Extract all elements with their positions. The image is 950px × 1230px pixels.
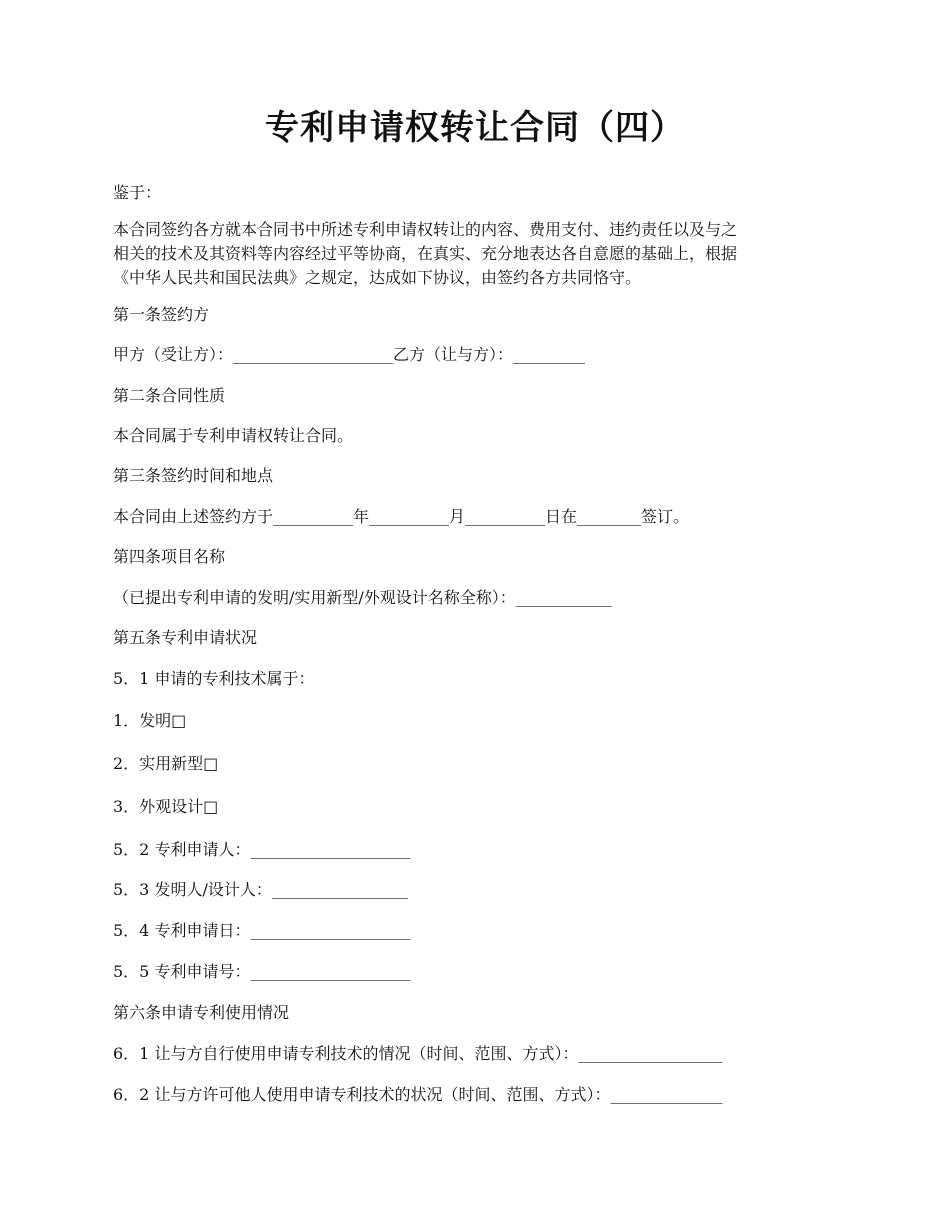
whereas-label: 鉴于： [113, 183, 162, 202]
article-4-heading: 第四条项目名称 [113, 547, 226, 566]
article-3-heading: 第三条签约时间和地点 [113, 466, 274, 485]
article-6-heading: 第六条申请专利使用情况 [113, 1003, 290, 1022]
article-6-2: 6．2 让与方许可他人使用申请专利技术的状况（时间、范围、方式）：______________ [113, 1085, 723, 1104]
article-5-heading: 第五条专利申请状况 [113, 628, 258, 647]
intro-line: 相关的技术及其资料等内容经过平等协商，在真实、充分地表达各自意愿的基础上，根据 [113, 244, 738, 263]
article-6-1: 6．1 让与方自行使用申请专利技术的情况（时间、范围、方式）：__________________ [113, 1044, 723, 1063]
article-1-heading: 第一条签约方 [113, 305, 210, 324]
document-title: 专利申请权转让合同（四） [265, 108, 685, 148]
article-2-text: 本合同属于专利申请权转让合同。 [113, 426, 354, 445]
article-5-2: 5．2 专利申请人：____________________ [113, 840, 411, 859]
article-2-heading: 第二条合同性质 [113, 386, 226, 405]
article-5-4: 5．4 专利申请日：____________________ [113, 921, 411, 940]
intro-line: 《中华人民共和国民法典》之规定，达成如下协议，由签约各方共同恪守。 [113, 268, 642, 287]
article-5-1: 5．1 申请的专利技术属于： [113, 669, 315, 688]
article-5-3: 5．3 发明人/设计人：_________________ [113, 880, 408, 899]
intro-paragraph [113, 218, 841, 290]
intro-line: 本合同签约各方就本合同书中所述专利申请权转让的内容、费用支付、违约责任以及与之 [113, 220, 738, 239]
article-5-option-utility-model: 2．实用新型□ [113, 754, 219, 773]
article-1-parties: 甲方（受让方）：____________________乙方（让与方）：_________ [113, 345, 586, 364]
article-4-text: （已提出专利申请的发明/实用新型/外观设计名称全称）：____________ [113, 588, 612, 607]
article-5-5: 5．5 专利申请号：____________________ [113, 962, 411, 981]
article-3-text: 本合同由上述签约方于__________年__________月__________日在________签订。 [113, 507, 690, 526]
article-5-option-design: 3．外观设计□ [113, 797, 219, 816]
article-5-option-invention: 1．发明□ [113, 711, 187, 730]
